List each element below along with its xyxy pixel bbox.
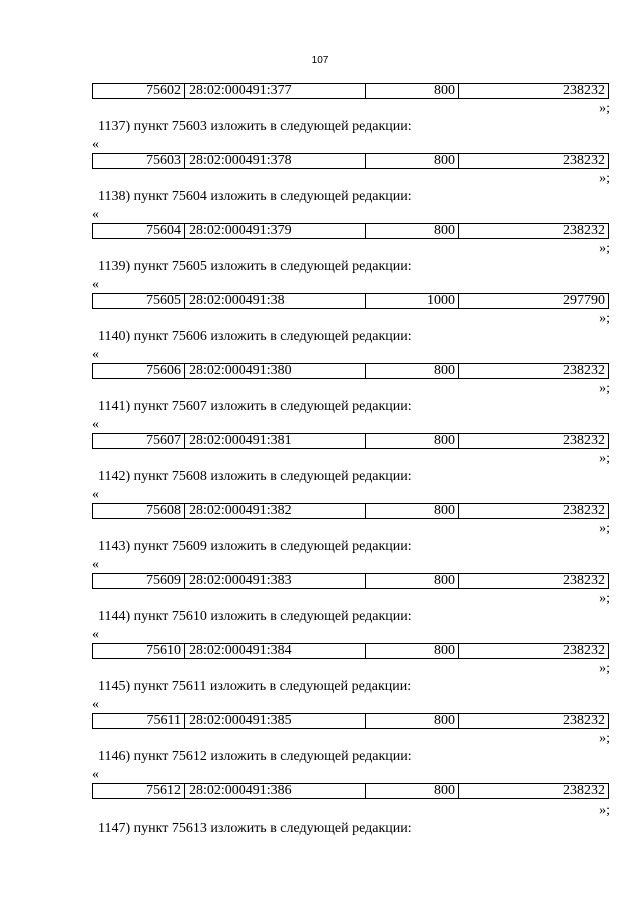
area: 800 (366, 84, 459, 98)
closing-quote: »; (599, 241, 610, 256)
paragraph: 1140) пункт 75606 изложить в следующей редакции: (98, 329, 412, 344)
cadastral-number: 28:02:000491:385 (185, 714, 366, 728)
table-row (92, 83, 609, 99)
opening-quote: « (92, 487, 99, 502)
area: 800 (366, 574, 459, 588)
row-number: 75603 (93, 154, 185, 168)
opening-quote: « (92, 557, 99, 572)
closing-quote: »; (599, 731, 610, 746)
row-number: 75602 (93, 84, 185, 98)
cadastral-number: 28:02:000491:383 (185, 574, 366, 588)
opening-quote: « (92, 207, 99, 222)
cadastral-number: 28:02:000491:382 (185, 504, 366, 518)
value: 238232 (563, 644, 605, 658)
paragraph: 1142) пункт 75608 изложить в следующей редакции: (98, 469, 412, 484)
table-row (92, 713, 609, 729)
paragraph: 1138) пункт 75604 изложить в следующей редакции: (98, 189, 412, 204)
row-number: 75609 (93, 574, 185, 588)
value: 297790 (563, 294, 605, 308)
closing-quote: »; (599, 171, 610, 186)
area: 800 (366, 364, 459, 378)
value: 238232 (563, 574, 605, 588)
area: 800 (366, 784, 459, 798)
table-row (92, 573, 609, 589)
row-number: 75604 (93, 224, 185, 238)
table-row (92, 223, 609, 239)
table-row (92, 503, 609, 519)
opening-quote: « (92, 697, 99, 712)
area: 800 (366, 154, 459, 168)
area: 800 (366, 434, 459, 448)
closing-quote: »; (599, 311, 610, 326)
paragraph: 1137) пункт 75603 изложить в следующей редакции: (98, 119, 412, 134)
row-number: 75606 (93, 364, 185, 378)
cadastral-number: 28:02:000491:380 (185, 364, 366, 378)
opening-quote: « (92, 417, 99, 432)
area: 800 (366, 714, 459, 728)
value: 238232 (563, 224, 605, 238)
table-row (92, 643, 609, 659)
paragraph: 1141) пункт 75607 изложить в следующей редакции: (98, 399, 412, 414)
opening-quote: « (92, 767, 99, 782)
closing-quote: »; (599, 591, 610, 606)
table-row (92, 153, 609, 169)
cadastral-number: 28:02:000491:377 (185, 84, 366, 98)
value: 238232 (563, 504, 605, 518)
cadastral-number: 28:02:000491:381 (185, 434, 366, 448)
area: 1000 (366, 294, 459, 308)
table-row (92, 433, 609, 449)
value: 238232 (563, 364, 605, 378)
value: 238232 (563, 714, 605, 728)
cadastral-number: 28:02:000491:378 (185, 154, 366, 168)
area: 800 (366, 224, 459, 238)
cadastral-number: 28:02:000491:379 (185, 224, 366, 238)
paragraph: 1145) пункт 75611 изложить в следующей редакции: (98, 679, 412, 694)
table-row (92, 783, 609, 799)
row-number: 75612 (93, 784, 185, 798)
paragraph: 1147) пункт 75613 изложить в следующей редакции: (98, 821, 412, 836)
row-number: 75607 (93, 434, 185, 448)
value: 238232 (563, 154, 605, 168)
row-number: 75608 (93, 504, 185, 518)
opening-quote: « (92, 347, 99, 362)
opening-quote: « (92, 277, 99, 292)
value: 238232 (563, 434, 605, 448)
opening-quote: « (92, 627, 99, 642)
paragraph: 1139) пункт 75605 изложить в следующей редакции: (98, 259, 412, 274)
opening-quote: « (92, 137, 99, 152)
closing-quote: »; (599, 451, 610, 466)
row-number: 75611 (93, 714, 185, 728)
closing-quote: »; (599, 381, 610, 396)
closing-quote: »; (599, 661, 610, 676)
cadastral-number: 28:02:000491:38 (185, 294, 366, 308)
closing-quote: »; (599, 521, 610, 536)
value: 238232 (563, 784, 605, 798)
cadastral-number: 28:02:000491:384 (185, 644, 366, 658)
closing-quote: »; (599, 803, 610, 818)
page-number: 107 (311, 55, 329, 66)
value: 238232 (563, 84, 605, 98)
area: 800 (366, 504, 459, 518)
paragraph: 1146) пункт 75612 изложить в следующей редакции: (98, 749, 412, 764)
area: 800 (366, 644, 459, 658)
row-number: 75610 (93, 644, 185, 658)
closing-quote: »; (599, 101, 610, 116)
row-number: 75605 (93, 294, 185, 308)
paragraph: 1143) пункт 75609 изложить в следующей редакции: (98, 539, 412, 554)
paragraph: 1144) пункт 75610 изложить в следующей редакции: (98, 609, 412, 624)
table-row (92, 363, 609, 379)
cadastral-number: 28:02:000491:386 (185, 784, 366, 798)
table-row (92, 293, 609, 309)
